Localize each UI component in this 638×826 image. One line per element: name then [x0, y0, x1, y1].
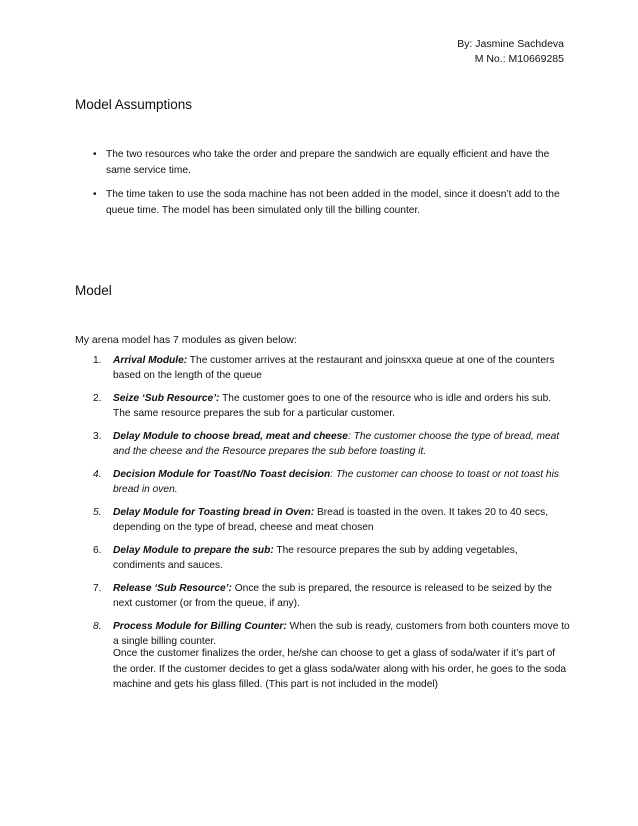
module-title: Delay Module to prepare the sub:: [113, 544, 274, 556]
module-item: [93, 505, 571, 536]
module-number: 1.: [93, 355, 102, 366]
assumptions-list: [93, 147, 573, 227]
module-title: Seize ‘Sub Resource’:: [113, 392, 220, 404]
model-heading: Model: [75, 283, 112, 298]
module-text: The customer goes to one of the resource who is idle and orders his sub. The same resource prepares the sub for a particular customer.: [113, 392, 552, 420]
module-list: [93, 353, 571, 657]
module-title: Process Module for Billing Counter:: [113, 620, 287, 632]
author-name: By: Jasmine Sachdeva: [457, 38, 564, 50]
assumption-item: • The two resources who take the order and prepare the sandwich are equally efficient and have the same service time.: [93, 147, 573, 178]
module-number: 4.: [93, 468, 102, 480]
module-item: [93, 429, 571, 460]
module-item: [93, 581, 571, 612]
module-text: : The customer can choose to toast or not toast his bread in oven.: [113, 468, 559, 496]
module-title: Arrival Module:: [113, 355, 188, 366]
module-text: : The customer choose the type of bread, meat and the cheese and the Resource prepares the sub before toasting it.: [113, 430, 560, 458]
module-number: 7.: [93, 582, 102, 594]
assumption-item: • The time taken to use the soda machine has not been added in the model, since it doesn’t add to the queue time. The model has been simulated only till the billing counter.: [93, 187, 573, 218]
author-id: M No.: M10669285: [474, 53, 564, 65]
module-text: When the sub is ready, customers from both counters move to a single billing counter.: [113, 620, 570, 648]
module-item: [93, 467, 571, 498]
module-number: 3.: [93, 430, 102, 442]
module-title: Decision Module for Toast/No Toast decision: [113, 468, 331, 480]
module-item: [93, 543, 571, 574]
module-item: [93, 619, 571, 650]
module-text: Once the sub is prepared, the resource is released to be seized by the next customer (or from the queue, if any).: [113, 582, 552, 610]
module-text: The resource prepares the sub by adding vegetables, condiments and sauces.: [113, 544, 518, 572]
module-number: 8.: [93, 620, 102, 632]
module-number: 5.: [93, 506, 102, 518]
module-text: Bread is toasted in the oven. It takes 20 to 40 secs, depending on the type of bread, cheese and meat chosen: [113, 506, 549, 534]
assumptions-heading: Model Assumptions: [75, 97, 193, 112]
module-number: 6.: [93, 544, 102, 556]
closing-paragraph: Once the customer finalizes the order, he/she can choose to get a glass of soda/water if it’s part of the order. If the customer decides to get a glass soda/water along with his order, he goes to the soda machine and gets his glass filled. (This part is not included in the model): [113, 648, 567, 690]
module-title: Delay Module to choose bread, meat and cheese: [113, 430, 348, 442]
module-item: [93, 353, 571, 384]
module-text: The customer arrives at the restaurant and joinsxxa queue at one of the counters based on the length of the queue: [113, 355, 555, 382]
model-intro: My arena model has 7 modules as given below:: [75, 334, 297, 346]
module-title: Delay Module for Toasting bread in Oven:: [113, 506, 315, 518]
author-block: [457, 37, 564, 67]
module-item: [93, 391, 571, 422]
module-number: 2.: [93, 392, 102, 404]
module-title: Release ‘Sub Resource’:: [113, 582, 232, 594]
